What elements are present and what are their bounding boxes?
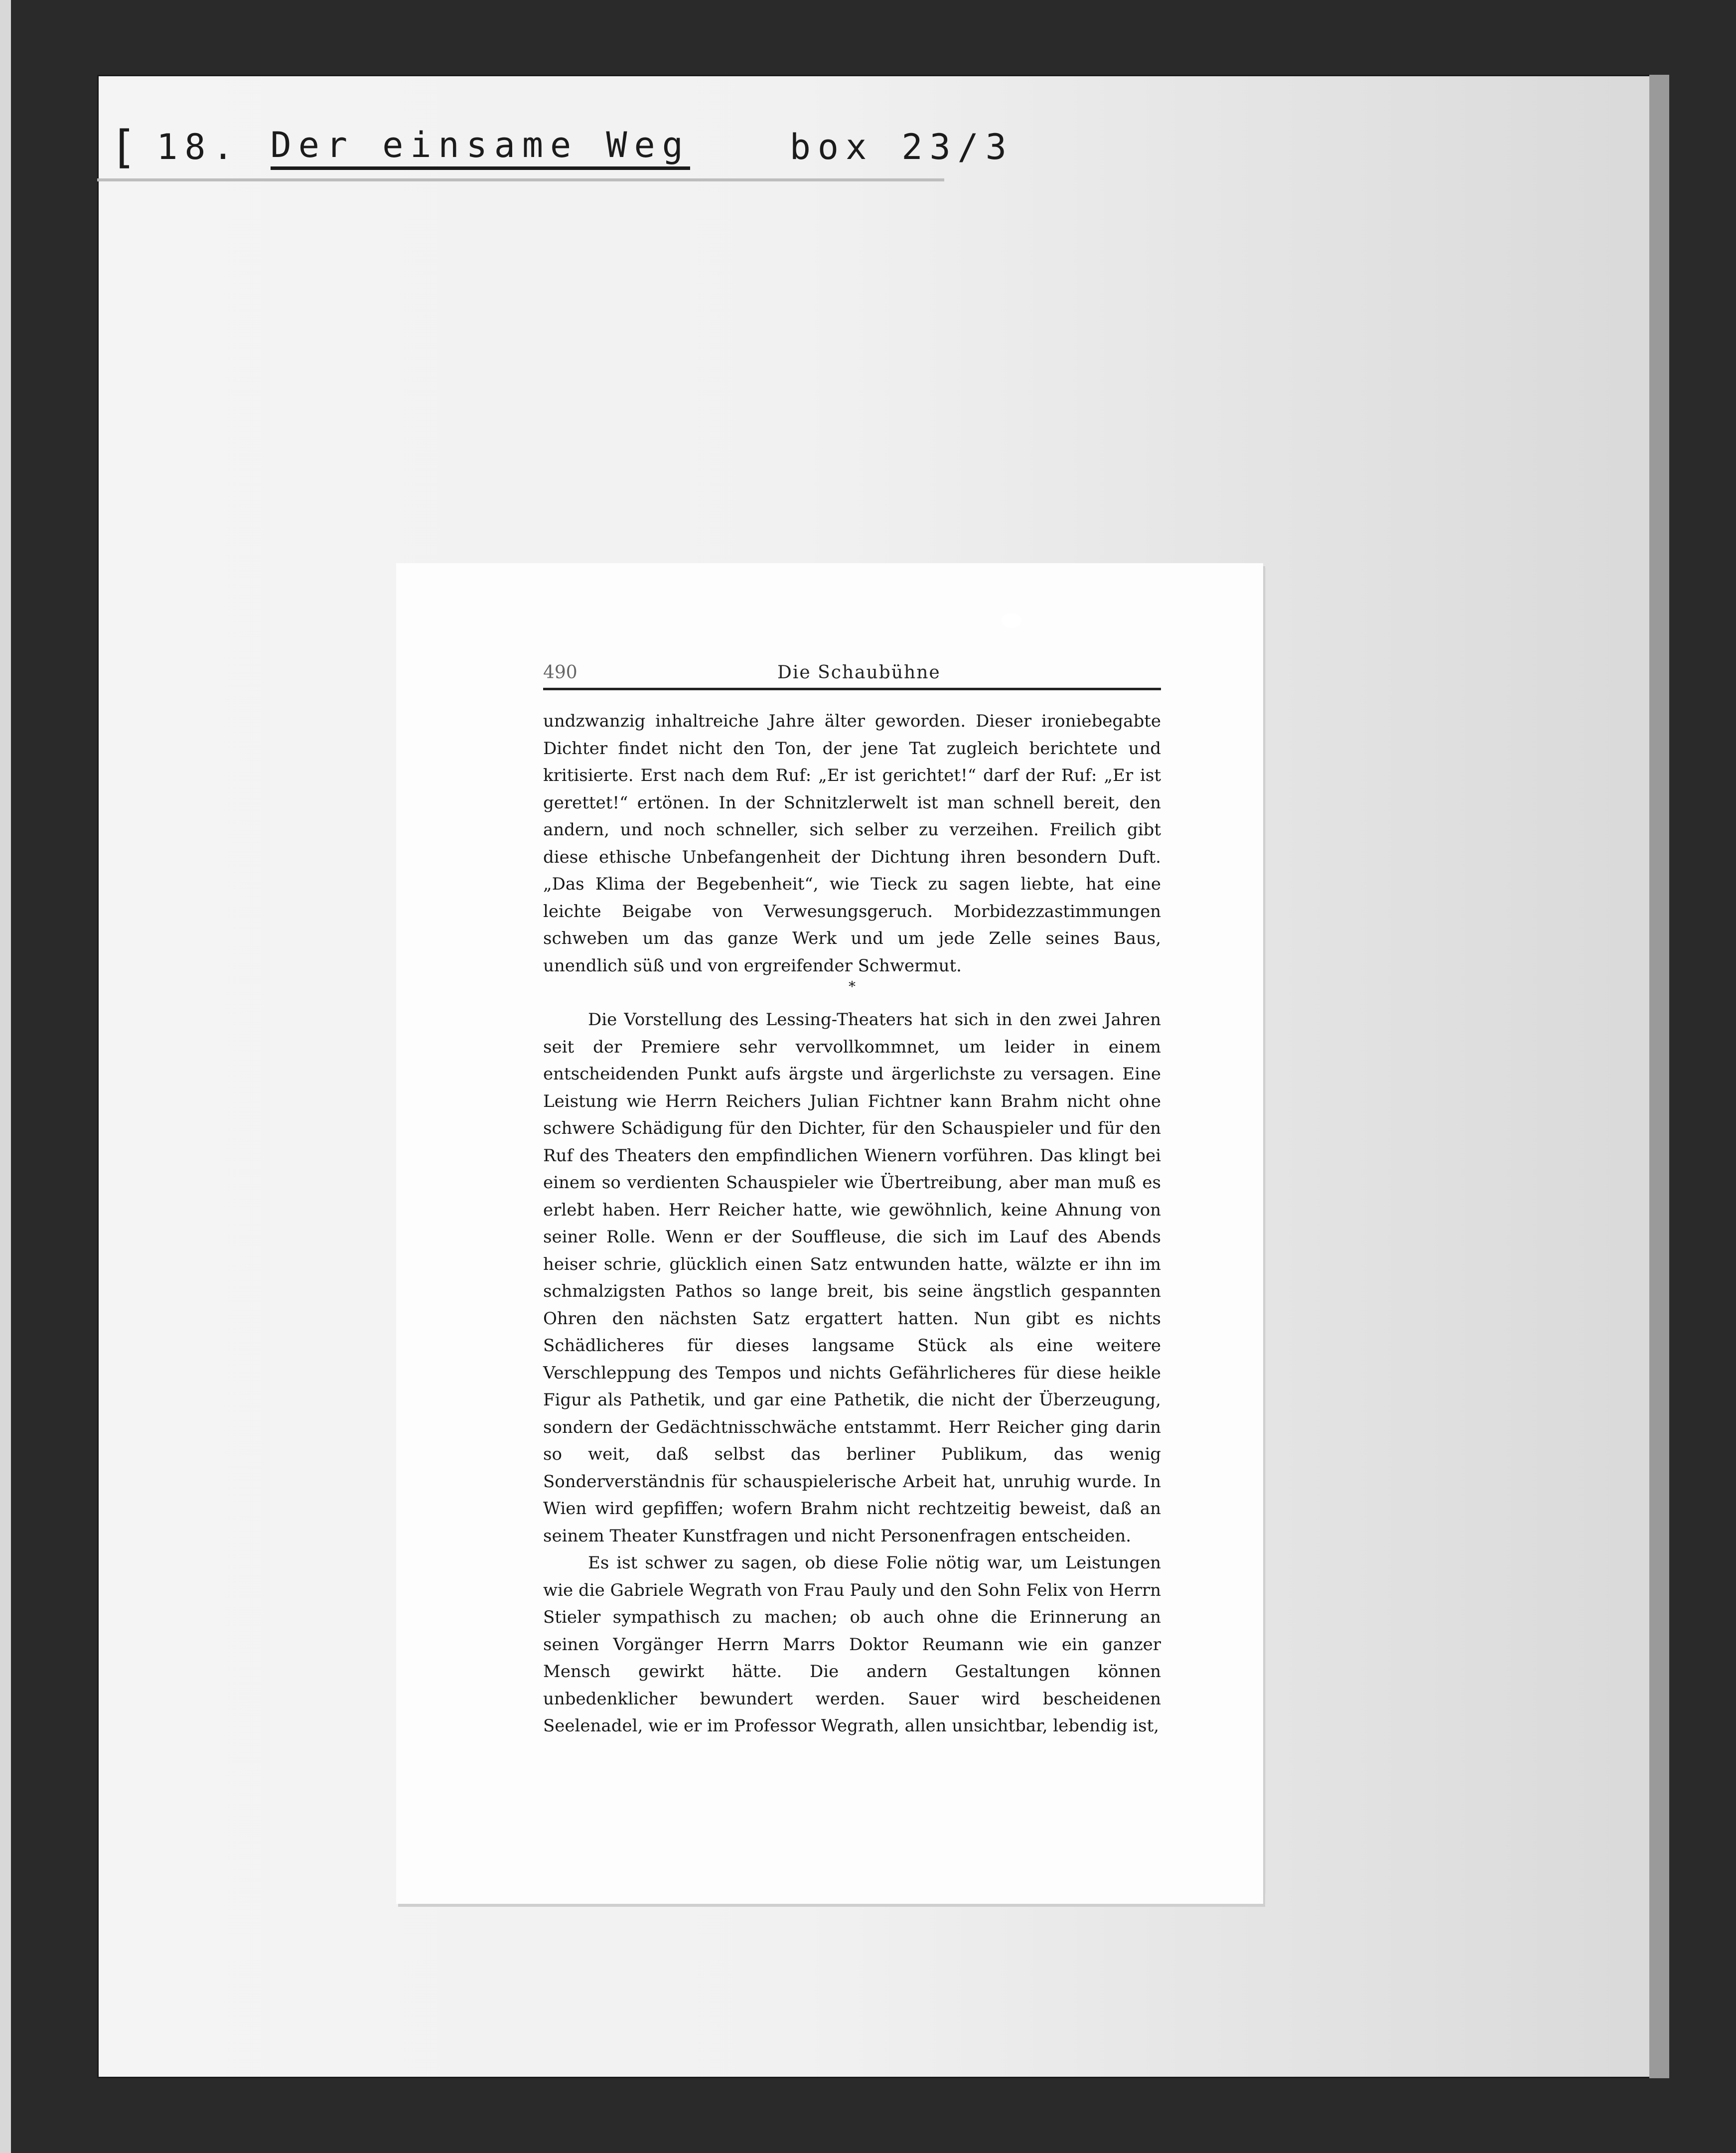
folder-edge	[1649, 75, 1669, 2078]
work-title: Der einsame Weg	[271, 125, 690, 170]
clipping-header	[543, 653, 1161, 690]
bracket-mark: [	[110, 121, 137, 173]
folder-label	[110, 117, 1013, 177]
item-number: 18.	[156, 127, 241, 167]
paragraph-1: undzwanzig inhaltreiche Jahre älter geworden. Dieser ironiebegabte Dichter findet nicht den Ton, der jene Tat zugleich berichtete und kritisierte. Erst nach dem Ruf: „Er ist gerichtet!“ darf der Ruf: „Er ist gerettet!“ ertönen. In der Schnitzlerwelt ist man schnell bereit, den andern, und noch schneller, sich selber zu verzeihen. Freilich gibt diese ethische Unbefangenheit der Dichtung ihren besondern Duft. „Das Klima der Begebenheit“, wie Tieck zu sagen liebte, hat eine leichte Beigabe von Verwesungsgeruch. Morbidezzastimmungen schweben um das ganze Werk und um jede Zelle seines Baus, unendlich süß und von ergreifender Schwermut.	[543, 711, 1161, 976]
journal-name: Die Schaubühne	[777, 662, 941, 683]
article-body	[543, 708, 1161, 1740]
paragraph-3: Es ist schwer zu sagen, ob diese Folie nötig war, um Leistungen wie die Gabriele Wegrath von Frau Pauly und den Sohn Felix von Herrn Stieler sympathisch zu machen; ob auch ohne die Erinnerung an seinen Vorgänger Herrn Marrs Doktor Reumann wie ein ganzer Mensch gewirkt hätte. Die andern Gestaltungen können unbedenklicher bewundert werden. Sauer wird bescheidenen Seelenadel, wie er im Professor Wegrath, allen unsichtbar, lebendig ist,	[543, 1553, 1161, 1736]
section-separator: *	[849, 978, 856, 995]
folder-tab-rule	[97, 178, 944, 181]
film-edge	[0, 0, 11, 2153]
box-label: box 23/3	[789, 127, 1013, 167]
paragraph-2: Die Vorstellung des Lessing-Theaters hat sich in den zwei Jahren seit der Premiere sehr vervollkommnet, um leider in einem entscheidenden Punkt aufs ärgste und ärgerlichste zu versagen. Eine Leistung wie Herrn Reichers Julian Fichtner kann Brahm nicht ohne schwere Schädigung für den Dichter, für den Schauspieler und für den Ruf des Theaters den empfindlichen Wienern vorführen. Das klingt bei einem so verdienten Schauspieler wie Übertreibung, aber man muß es erlebt haben. Herr Reicher hatte, wie gewöhnlich, keine Ahnung von seiner Rolle. Wenn er der Souffleuse, die sich im Lauf des Abends heiser schrie, glücklich einen Satz entwunden hatte, wälzte er ihn im schmalzigsten Pathos so lange breit, bis seine ängstlich gespannten Ohren den nächsten Satz ergattert hatten. Nun gibt es nichts Schädlicheres für dieses langsame Stück als eine weitere Verschleppung des Tempos und nichts Gefährlicheres für diese heikle Figur als Pathetik, und gar eine Pathetik, die nicht der Überzeugung, sondern der Gedächtnisschwäche entstammt. Herr Reicher ging darin so weit, daß selbst das berliner Publikum, das wenig Sonderverständnis für schauspielerische Arbeit hat, unruhig wurde. In Wien wird gepfiffen; wofern Brahm nicht rechtzeitig beweist, daß an seinem Theater Kunstfragen und nicht Personenfragen entscheiden.	[543, 1010, 1161, 1546]
newspaper-clipping	[396, 563, 1263, 1904]
page-number: 490	[543, 662, 578, 683]
film-speck	[1002, 613, 1021, 628]
